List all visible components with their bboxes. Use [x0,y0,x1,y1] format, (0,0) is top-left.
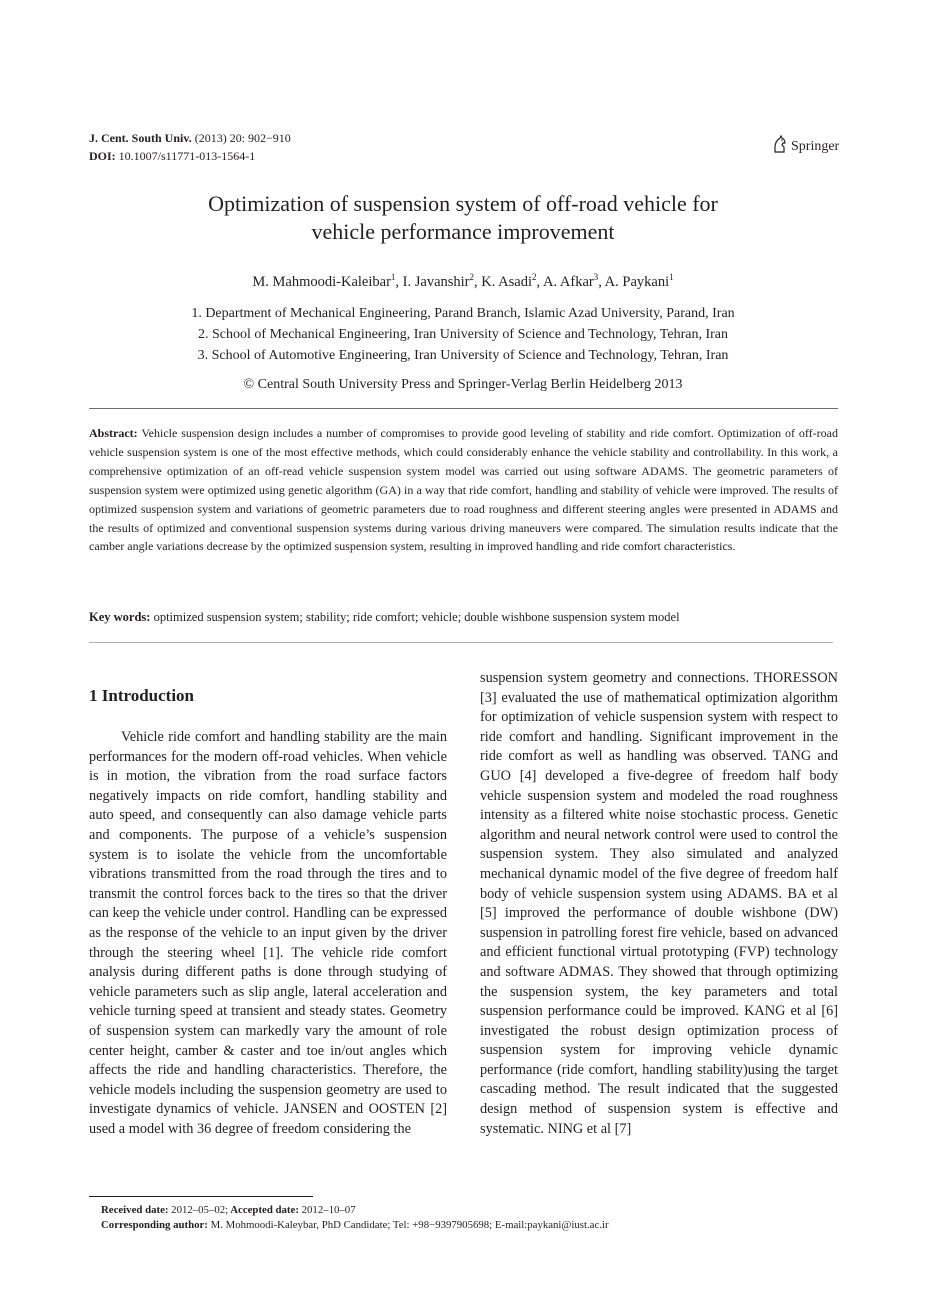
divider [89,408,838,409]
footnote-rule [89,1196,313,1197]
affiliation-3: 3. School of Automotive Engineering, Iran University of Science and Technology, Tehran, Iran [197,348,729,363]
corresponding-author: Corresponding author: M. Mohmoodi-Kaleybar, PhD Candidate; Tel: +98−9397905698; E-mail:paykani@iust.ac.ir [101,1219,609,1231]
author: M. Mahmoodi-Kaleibar$^1$, [252,272,403,290]
publisher-name: Springer [791,138,840,154]
intro-right-column: suspension system geometry and connections. THORESSON [3] evaluated the use of mathematical optimization algorithm for optimization of vehicle suspension system with respect to ride comfort and handling. Significant improvement in the ride comfort as well as handling was observed. TANG and GUO [4] developed a five-degree of freedom half body vehicle suspension system and modeled the road roughness intensity as a filtered white noise stochastic process. Genetic algorithm and neural network control were used to control the suspension system. They also simulated and analyzed mechanical dynamic model of the five degree of freedom half body of vehicle suspension system using ADAMS. BA et al [5] improved the performance of double wishbone (DW) suspension in patrolling forest fire vehicle, based on advanced and efficient functional virtual prototyping (FVP) technology and software ADMAS. They showed that through optimizing the suspension system, the key parameters and total suspension performance could be improved. KANG et al [6] investigated the robust design optimization process of suspension system for improving vehicle dynamic performance (ride comfort, handling stability)using the target cascading method. The result indicated that the suggested design method of suspension system is effective and systematic. NING et al [7] [480,670,838,1137]
copyright-notice: © Central South University Press and Springer-Verlag Berlin Heidelberg 2013 [243,377,683,392]
title-line-2: vehicle performance improvement [311,219,615,244]
title-line-1: Optimization of suspension system of off-road vehicle for [208,191,718,216]
author: A. Paykani$^1$ [604,272,674,290]
affiliation-1: 1. Department of Mechanical Engineering, Parand Branch, Islamic Azad University, Parand, Iran [191,306,735,321]
divider [89,642,833,643]
doi-value[interactable]: 10.1007/s11771-013-1564-1 [115,149,256,163]
journal-info [89,129,291,165]
intro-left-column: Vehicle ride comfort and handling stability are the main performances for the modern off-road vehicles. When vehicle is in motion, the vibration from the road surface factors negatively impacts on ride comfort, handling stability and auto speed, and consequently can also damage vehicle parts and components. The purpose of a vehicle’s suspension system is to isolate the vehicle from the uncomfortable vibrations transmitted from the road through the tires and to transmit the control forces back to the tires so that the driver can keep the vehicle under control. Handling can be expressed as the response of the vehicle to an input given by the driver through the steering wheel [1]. The vehicle ride comfort analysis during different paths is done through studying of vehicle parameters such as slip angle, lateral acceleration and vehicle turning speed at transient and steady states. Geometry of suspension system can markedly vary the amount of role center height, camber & caster and toe in/out angles which affects the ride and handling characteristics. Therefore, the vehicle models including the suspension geometry are used to investigate dynamics of vehicle. JANSEN and OOSTEN [2] used a model with 36 degree of freedom considering the [89,729,447,1137]
author: A. Afkar$^3$, [542,272,605,290]
affiliation-2: 2. School of Mechanical Engineering, Iran University of Science and Technology, Tehran, Iran [198,327,728,342]
abstract-label: Abstract: [89,426,138,440]
citation-line [89,129,291,147]
publisher-logo [772,135,839,158]
doi-label: DOI: [89,149,116,163]
keywords-text: optimized suspension system; stability; ride comfort; vehicle; double wishbone suspension system model [150,610,680,624]
author: K. Asadi$^2$, [481,272,543,290]
journal-name: J. Cent. South Univ. [89,131,192,145]
author-list [90,272,836,291]
abstract-text: Vehicle suspension design includes a number of compromises to provide good leveling of stability and ride comfort. Optimization of off-road vehicle suspension system is one of the most effective methods, which could considerably enhance the vehicle stability and controllability. In this work, a comprehensive optimization of an off-read vehicle suspension system model was carried out using software ADAMS. The geometric parameters of suspension system were optimized using genetic algorithm (GA) in a way that ride comfort, handling and stability of vehicle were improved. The results of optimized suspension system and variations of geometric parameters due to road roughness and different steering angles were presented in ADAMS and the results of optimized and conventional suspension systems during various driving maneuvers were compared. The simulation results indicate that the camber angle variations decrease by the optimized suspension system, resulting in improved handling and ride comfort characteristics. [89,426,838,554]
author: I. Javanshir$^2$, [402,272,482,290]
paper-title [90,190,836,246]
received-dates: Received date: 2012–05–02; Accepted date: 2012–10–07 [101,1204,356,1216]
journal-volume: (2013) 20: 902−910 [191,131,291,145]
springer-knight-icon [772,135,788,158]
doi-line [89,147,291,165]
keywords-label: Key words: [89,610,151,624]
abstract [89,424,838,556]
keywords [89,610,838,625]
section-heading: 1 Introduction [89,686,195,705]
